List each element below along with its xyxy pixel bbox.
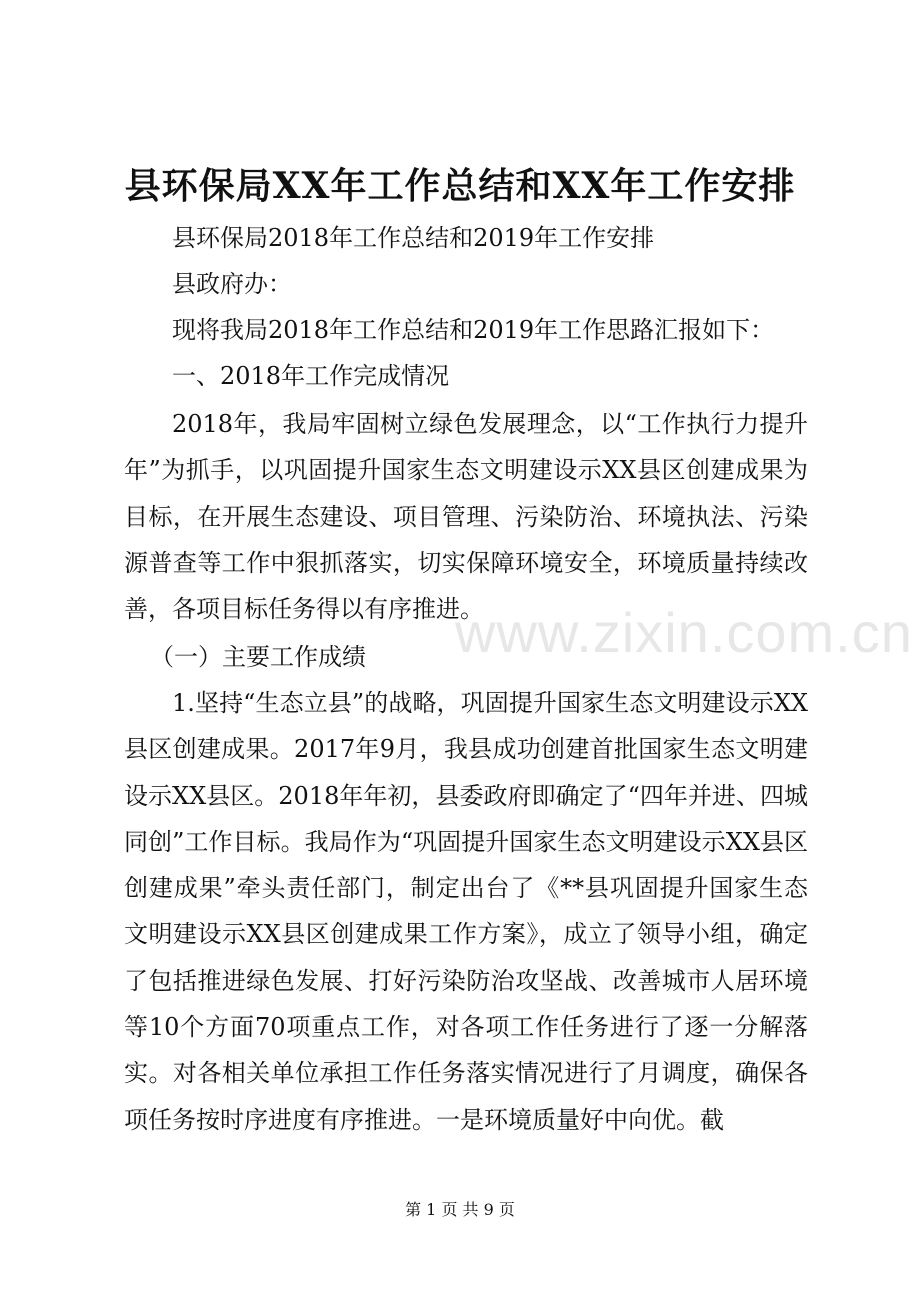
page-number-footer: 第 1 页 共 9 页 [405, 1200, 515, 1219]
recipient-line: 县政府办： [172, 270, 292, 298]
document-subtitle: 县环保局2018年工作总结和2019年工作安排 [172, 224, 655, 252]
body-paragraph-1: 2018年，我局牢固树立绿色发展理念，以“工作执行力提升年”为抓手，以巩固提升国家生态文明建设示XX县区创建成果为目标，在开展生态建设、项目管理、污染防治、环境执法、污染源普查等工作中狠抓落实，切实保障环境安全，环境质量持续改善，各项目标任务得以有序推进。 [124, 410, 808, 624]
body-paragraph-2: 1.坚持“生态立县”的战略，巩固提升国家生态文明建设示XX县区创建成果。2017年9月，我县成功创建首批国家生态文明建设示XX县区。2018年年初，县委政府即确定了“四年并进、四城同创”工作目标。我局作为“巩固提升国家生态文明建设示XX县区创建成果”牵头责任部门，制定出台了《**县巩固提升国家生态文明建设示XX县区创建成果工作方案》，成立了领导小组，确定了包括推进绿色发展、打好污染防治攻坚战、改善城市人居环境等10个方面70项重点工作，对各项工作任务进行了逐一分解落实。对各相关单位承担工作任务落实情况进行了月调度，确保各项任务按时序进度有序推进。一是环境质量好中向优。截 [124, 689, 808, 1134]
subsection-heading: （一）主要工作成绩 [150, 643, 366, 671]
document-title: 县环保局XX年工作总结和XX年工作安排 [124, 165, 796, 207]
intro-line: 现将我局2018年工作总结和2019年工作思路汇报如下： [172, 316, 775, 344]
section-heading: 一、2018年工作完成情况 [172, 362, 450, 390]
site-watermark: www.zixin.com.cn [455, 601, 913, 664]
